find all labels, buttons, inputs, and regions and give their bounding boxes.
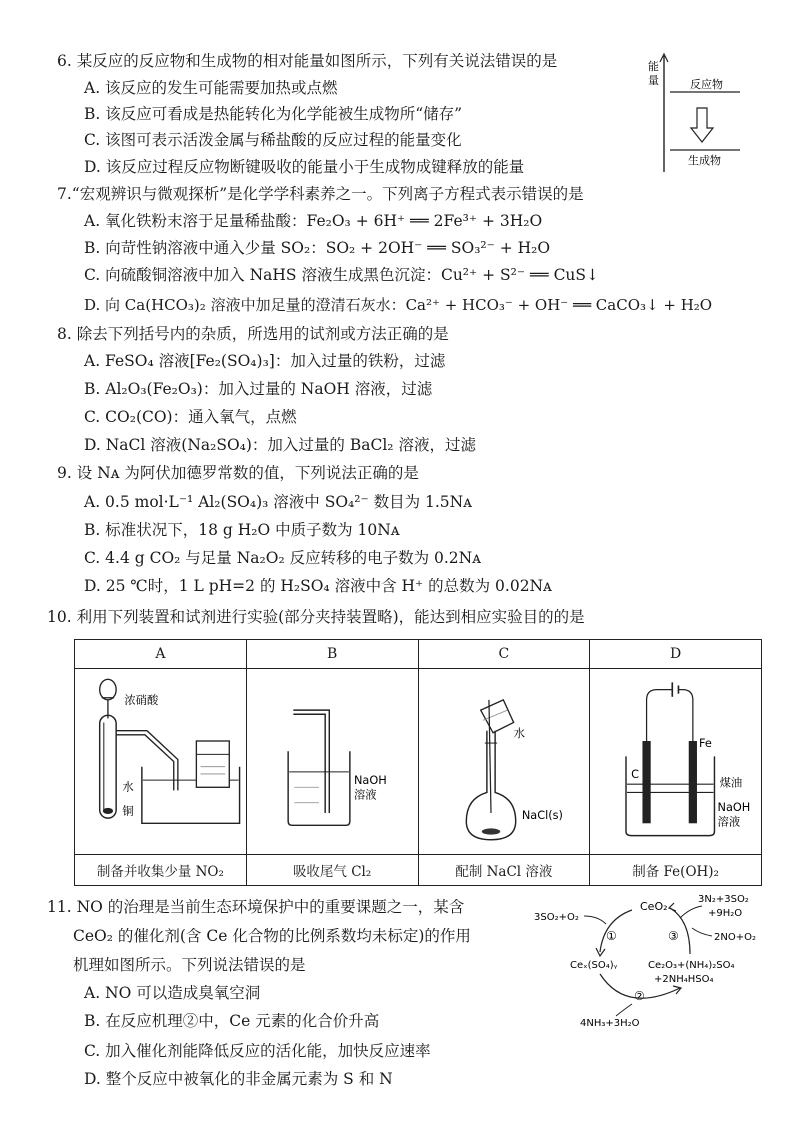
q11-option-d: D. 整个反应中被氧化的非金属元素为 S 和 N [84,1070,393,1088]
a-copper-label: 铜 [122,805,134,819]
header-a: A [75,640,247,669]
q10-stem: 10. 利用下列装置和试剂进行实验(部分夹持装置略)，能达到相应实验目的的是 [47,608,585,626]
caption-a: 制备并收集少量 NO₂ [75,855,247,886]
q11-option-b: B. 在反应机理②中，Ce 元素的化合价升高 [84,1012,380,1030]
catalytic-cycle-diagram [530,888,780,1038]
iron-electrode [689,741,697,823]
cycle-top-label: CeO₂ [640,900,668,913]
a-water-label: 水 [122,780,134,794]
b-sol-label-1: NaOH [353,774,387,788]
header-c: C [418,640,590,669]
q6-option-c: C. 该图可表示活泼金属与稀盐酸的反应过程的能量变化 [84,131,462,149]
q11-option-a: A. NO 可以造成臭氧空洞 [84,984,261,1002]
q9-option-b: B. 标准状况下，18 g H₂O 中质子数为 10Nᴀ [84,521,400,539]
header-d: D [590,640,762,669]
cycle-output-3a: 3N₂+3SO₂ [698,894,749,905]
caption-d: 制备 Fe(OH)₂ [590,855,762,886]
cycle-left-label: Ceₓ(SO₄)ᵧ [570,960,618,971]
copper-pieces [103,808,113,814]
q7-stem: 7.“宏观辨识与微观探析”是化学学科素养之一。下列离子方程式表示错误的是 [57,185,584,203]
q9-option-a: A. 0.5 mol·L⁻¹ Al₂(SO₄)₃ 溶液中 SO₄²⁻ 数目为 1.5Nᴀ [84,493,472,511]
d-sol-label-1: NaOH [717,800,751,814]
down-arrow-icon [691,108,713,142]
q8-option-b: B. Al₂O₃(Fe₂O₃)：加入过量的 NaOH 溶液，过滤 [84,380,433,398]
q9-option-c: C. 4.4 g CO₂ 与足量 Na₂O₂ 反应转移的电子数为 0.2Nᴀ [84,549,481,567]
step-1-label: ① [606,929,617,943]
q6-stem: 6. 某反应的反应物和生成物的相对能量如图所示，下列有关说法错误的是 [57,52,558,70]
header-b: B [246,640,418,669]
a-acid-label: 浓硝酸 [124,693,159,707]
d-oil-label: 煤油 [719,776,743,790]
q11-stem-line-3: 机理如图所示。下列说法错误的是 [73,956,306,974]
q9-option-d: D. 25 ℃时，1 L pH=2 的 H₂SO₄ 溶液中含 H⁺ 的总数为 0.02Nᴀ [84,577,552,595]
apparatus-b [246,669,418,855]
caption-b: 吸收尾气 Cl₂ [246,855,418,886]
q6-option-d: D. 该反应过程反应物断键吸收的能量小于生成物成键释放的能量 [84,158,525,176]
apparatus-a [75,669,247,855]
q11-stem-line-2: CeO₂ 的催化剂(含 Ce 化合物的比例系数均未标定)的作用 [73,927,471,945]
q9-stem: 9. 设 Nᴀ 为阿伏加德罗常数的值，下列说法正确的是 [57,464,419,482]
q6-option-b: B. 该反应可看成是热能转化为化学能被生成物所“储存” [84,105,463,123]
c-water-label: 水 [513,726,525,740]
q8-option-d: D. NaCl 溶液(Na₂SO₄)：加入过量的 BaCl₂ 溶液，过滤 [84,436,476,454]
cycle-right-label-2: +2NH₄HSO₄ [654,974,714,985]
q8-stem: 8. 除去下列括号内的杂质，所选用的试剂或方法正确的是 [57,325,449,343]
step-2-label: ② [634,989,645,1003]
apparatus-d [590,669,762,855]
q10-apparatus-table [74,639,762,881]
d-c-label: C [631,768,640,782]
salt-crystals [481,828,500,834]
caption-c: 配制 NaCl 溶液 [418,855,590,886]
q7-option-a: A. 氧化铁粉末溶于足量稀盐酸：Fe₂O₃ + 6H⁺ ══ 2Fe³⁺ + 3H₂O [84,212,543,230]
step-3-label: ③ [668,929,679,943]
cycle-input-1: 3SO₂+O₂ [534,912,579,923]
energy-diagram [640,50,748,176]
q7-option-b: B. 向苛性钠溶液中通入少量 SO₂：SO₂ + 2OH⁻ ══ SO₃²⁻ + H₂O [84,239,551,257]
c-salt-label: NaCl(s) [521,809,563,823]
q8-option-c: C. CO₂(CO)：通入氧气，点燃 [84,408,297,426]
cycle-output-3b: +9H₂O [708,908,743,919]
cycle-input-2: 4NH₃+3H₂O [580,1018,640,1029]
q11-stem-line-1: 11. NO 的治理是当前生态环境保护中的重要课题之一，某含 [47,898,465,916]
apparatus-c [418,669,590,855]
q7-option-d: D. 向 Ca(HCO₃)₂ 溶液中加足量的澄清石灰水：Ca²⁺ + HCO₃⁻ + OH⁻ ══ CaCO₃↓ + H₂O [84,296,713,314]
q11-option-c: C. 加入催化剂能降低反应的活化能，加快反应速率 [84,1042,431,1060]
q8-option-a: A. FeSO₄ 溶液[Fe₂(SO₄)₃]：加入过量的铁粉，过滤 [84,352,446,370]
cycle-right-label-1: Ce₂O₃+(NH₄)₂SO₄ [648,960,735,971]
reactant-label: 反应物 [690,78,723,91]
q7-option-c: C. 向硫酸铜溶液中加入 NaHS 溶液生成黑色沉淀：Cu²⁺ + S²⁻ ══ CuS↓ [84,266,600,284]
q6-option-a: A. 该反应的发生可能需要加热或点燃 [84,79,338,97]
cycle-input-3: 2NO+O₂ [714,932,756,943]
carbon-electrode [643,741,651,823]
b-sol-label-2: 溶液 [353,788,377,802]
product-label: 生成物 [688,154,721,167]
d-sol-label-2: 溶液 [717,815,741,829]
d-fe-label: Fe [699,737,713,751]
energy-axis-label-2: 量 [648,74,659,87]
energy-axis-label-1: 能 [648,60,659,73]
